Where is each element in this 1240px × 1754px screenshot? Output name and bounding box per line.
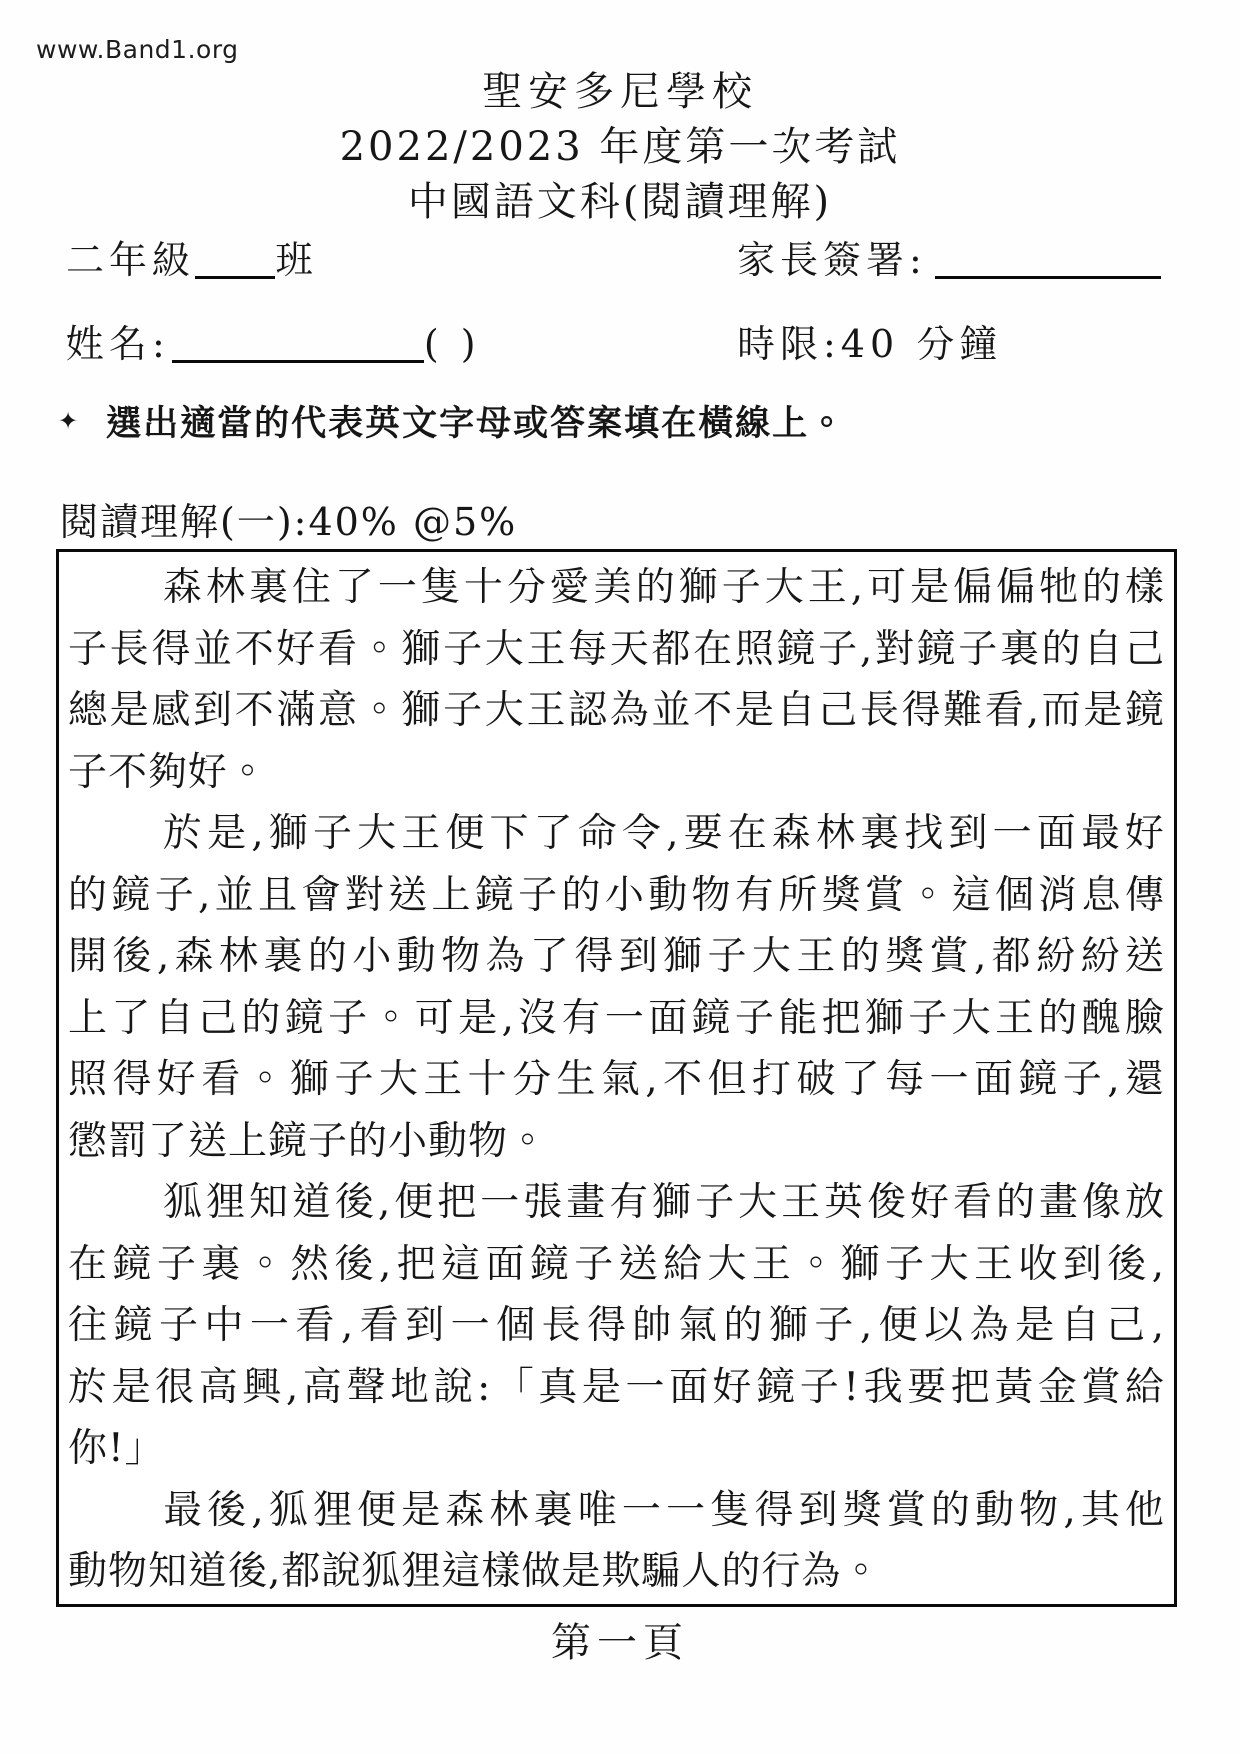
passage-line: 的鏡子,並且會對送上鏡子的小動物有所獎賞。這個消息傳 (68, 872, 1165, 918)
time-limit-field (737, 322, 1002, 366)
name-blank[interactable] (172, 360, 424, 363)
exam-year-title: 2022/2023 年度第一次考試 (339, 124, 901, 170)
parent-signature-field (737, 238, 1161, 282)
passage-line: 照得好看。獅子大王十分生氣,不但打破了每一面鏡子,還 (68, 1057, 1165, 1102)
class-suffix-label: 班 (275, 238, 319, 282)
name-field (66, 322, 481, 366)
parent-signature-label: 家長簽署: (737, 238, 927, 282)
passage-line: 動物知道後,都說狐狸這樣做是欺騙人的行為。 (68, 1549, 882, 1594)
four-pointed-star-icon: ✦ (58, 407, 79, 435)
passage-line: 子長得並不好看。獅子大王每天都在照鏡子,對鏡子裏的自己 (68, 626, 1165, 672)
passage-line: 往鏡子中一看,看到一個長得帥氣的獅子,便以為是自己, (68, 1303, 1165, 1348)
parent-signature-blank[interactable] (935, 276, 1161, 279)
instruction-text: 選出適當的代表英文字母或答案填在橫線上。 (106, 403, 847, 444)
class-field (66, 238, 318, 282)
watermark-link[interactable]: www.Band1.org (36, 35, 239, 64)
passage-line: 你!」 (68, 1426, 165, 1471)
passage-line: 上了自己的鏡子。可是,沒有一面鏡子能把獅子大王的醜臉 (68, 995, 1165, 1041)
passage-box (56, 549, 1177, 1607)
passage-line: 開後,森林裏的小動物為了得到獅子大王的獎賞,都紛紛送 (68, 934, 1165, 979)
time-limit-label: 時限:40 分鐘 (737, 322, 1003, 366)
school-name: 聖安多尼學校 (482, 69, 758, 115)
passage-line: 森林裏住了一隻十分愛美的獅子大王,可是偏偏牠的樣 (163, 565, 1165, 610)
class-number-paren[interactable]: ( ) (423, 322, 481, 366)
passage-line: 在鏡子裏。然後,把這面鏡子送給大王。獅子大王收到後, (68, 1241, 1165, 1287)
passage-line: 總是感到不滿意。獅子大王認為並不是自己長得難看,而是鏡 (68, 688, 1165, 733)
passage-line: 於是很高興,高聲地說:「真是一面好鏡子!我要把黃金賞給 (68, 1364, 1165, 1410)
grade-label: 二年級 (66, 238, 196, 282)
passage-line: 最後,狐狸便是森林裏唯一一隻得到獎賞的動物,其他 (163, 1487, 1165, 1533)
section-title: 閱讀理解(一):40% @5% (60, 500, 518, 544)
instruction-line (58, 400, 846, 451)
subject-title: 中國語文科(閱讀理解) (407, 179, 833, 225)
passage-line: 狐狸知道後,便把一張畫有獅子大王英俊好看的畫像放 (163, 1180, 1165, 1225)
page-number: 第一頁 (551, 1620, 689, 1666)
passage-line: 於是,獅子大王便下了命令,要在森林裏找到一面最好 (163, 811, 1165, 856)
passage-line: 子不夠好。 (68, 749, 269, 795)
name-label: 姓名: (66, 322, 170, 366)
class-blank[interactable] (195, 276, 275, 279)
passage-line: 懲罰了送上鏡子的小動物。 (68, 1118, 549, 1164)
